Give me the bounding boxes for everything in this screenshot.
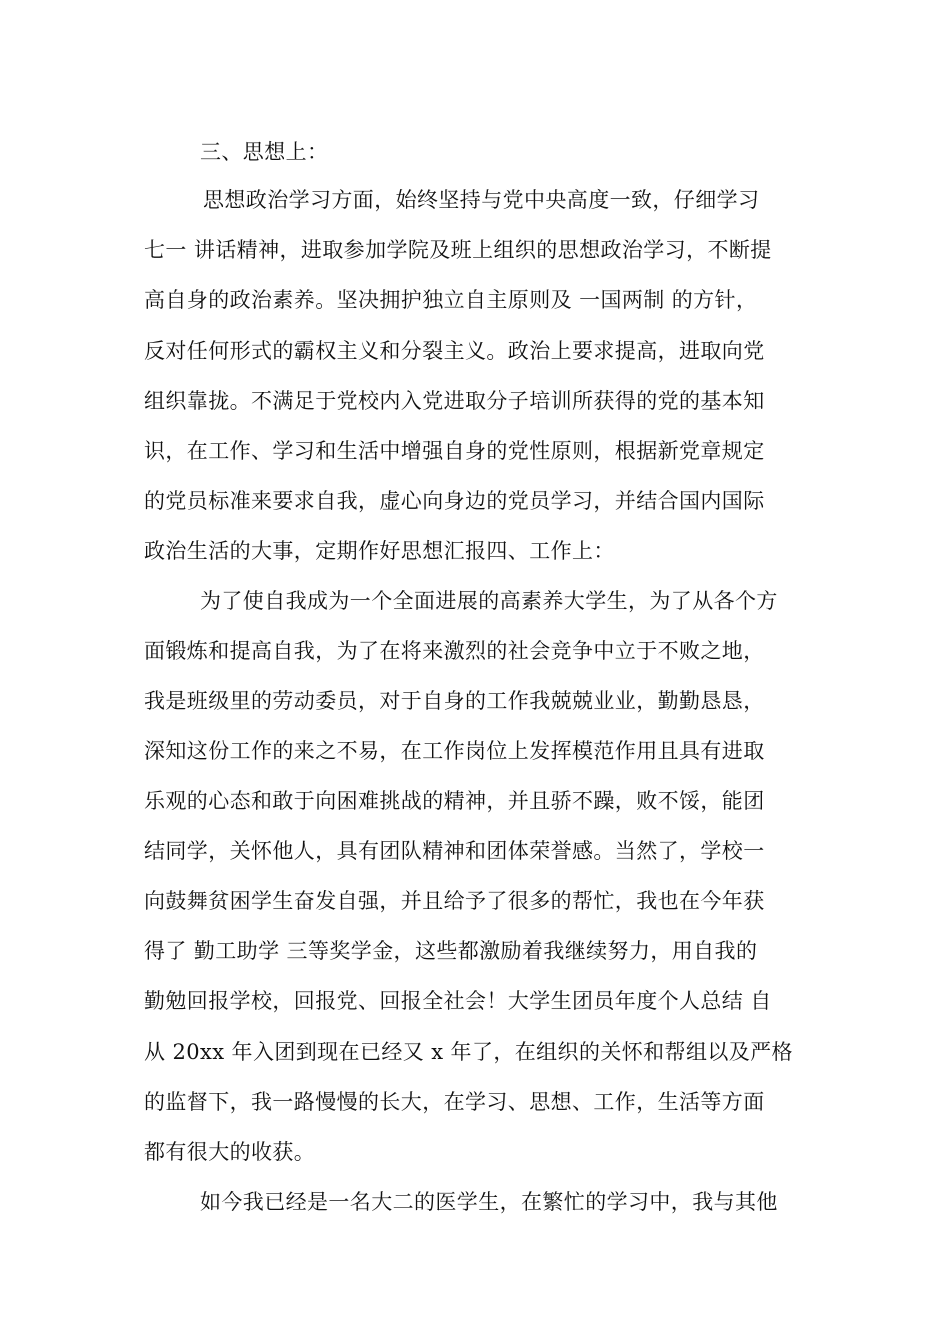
paragraph-line: 思想政治学习方面，始终坚持与党中央高度一致，仔细学习 [203, 188, 760, 212]
paragraph-line: 勤勉回报学校，回报党、回报全社会！大学生团员年度个人总结 自 [144, 989, 772, 1013]
paragraph-line: 的监督下，我一路慢慢的长大，在学习、思想、工作，生活等方面 [144, 1090, 765, 1114]
paragraph-line: 得了 勤工助学 三等奖学金，这些都激励着我继续努力，用自我的 [144, 939, 758, 963]
section-heading-thought: 三、思想上： [200, 140, 329, 164]
paragraph-line: 乐观的心态和敢于向困难挑战的精神，并且骄不躁，败不馁，能团 [144, 789, 765, 813]
paragraph-line: 深知这份工作的来之不易，在工作岗位上发挥模范作用且具有进取 [144, 739, 765, 763]
paragraph-line: 反对任何形式的霸权主义和分裂主义。政治上要求提高，进取向党 [144, 339, 765, 363]
paragraph-line: 都有很大的收获。 [144, 1140, 316, 1164]
paragraph-line: 我是班级里的劳动委员，对于自身的工作我兢兢业业，勤勤恳恳， [144, 689, 765, 713]
paragraph-line: 组织靠拢。不满足于党校内入党进取分子培训所获得的党的基本知 [144, 389, 765, 413]
paragraph-line: 的党员标准来要求自我，虚心向身边的党员学习，并结合国内国际 [144, 489, 765, 513]
paragraph-line: 七一 讲话精神，进取参加学院及班上组织的思想政治学习，不断提 [144, 238, 772, 262]
paragraph-line: 政治生活的大事，定期作好思想汇报四、工作上： [144, 539, 615, 563]
paragraph-line: 向鼓舞贫困学生奋发自强，并且给予了很多的帮忙，我也在今年获 [144, 889, 765, 913]
paragraph-line: 如今我已经是一名大二的医学生，在繁忙的学习中，我与其他 [200, 1190, 778, 1214]
paragraph-line: 识，在工作、学习和生活中增强自身的党性原则，根据新党章规定 [144, 439, 765, 463]
paragraph-line: 结同学，关怀他人，具有团队精神和团体荣誉感。当然了，学校一 [144, 839, 765, 863]
paragraph-line: 面锻炼和提高自我，为了在将来激烈的社会竞争中立于不败之地， [144, 639, 765, 663]
paragraph-line: 高自身的政治素养。坚决拥护独立自主原则及 一国两制 的方针， [144, 288, 758, 312]
paragraph-line: 为了使自我成为一个全面进展的高素养大学生，为了从各个方 [200, 589, 778, 613]
paragraph-line: 从 20xx 年入团到现在已经又 x 年了，在组织的关怀和帮组以及严格 [144, 1040, 793, 1064]
